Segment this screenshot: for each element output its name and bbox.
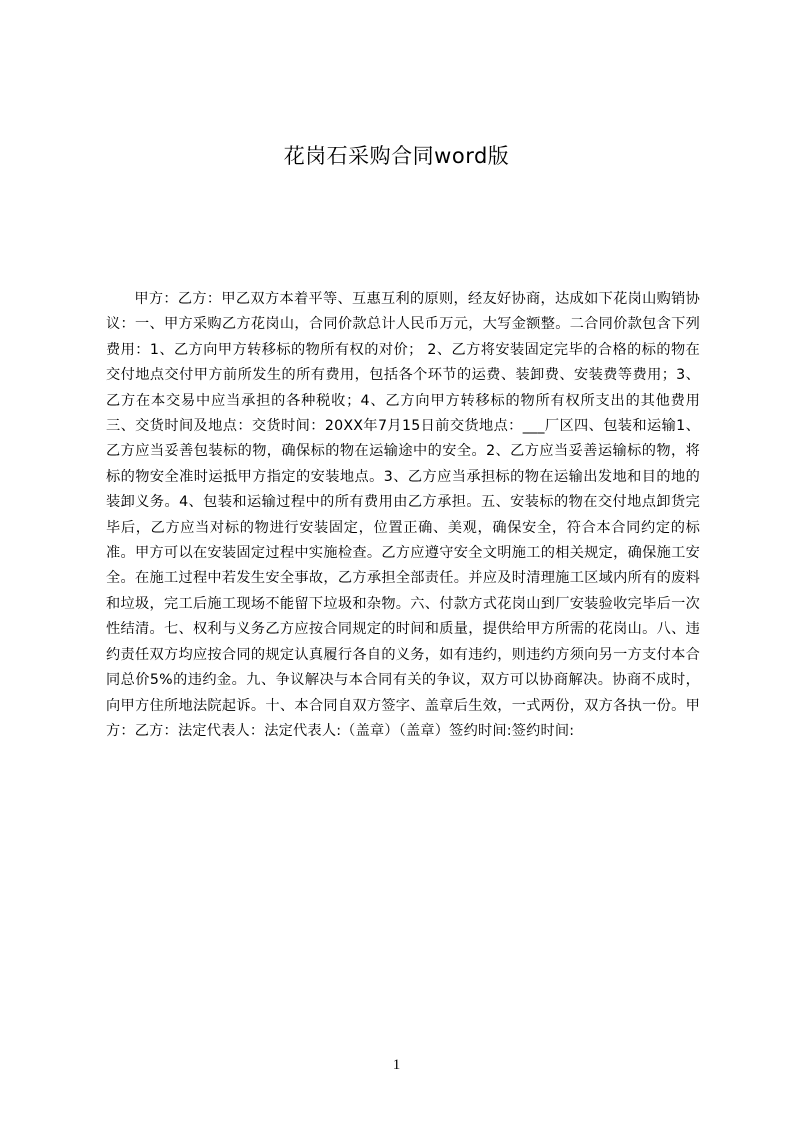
contract-body-text: 甲方：乙方：甲乙双方本着平等、互惠互利的原则，经友好协商，达成如下花岗山购销协议：一、甲方采购乙方花岗山，合同价款总计人民币万元，大写金额整。二合同价款包含下列费用：1、乙方向甲方转移标的物所有权的对价； 2、乙方将安装固定完毕的合格的标的物在交付地点交付甲方前所发生的所有费用，包括各个环节的运费、装卸费、安装费等费用；3、乙方在本交易中应当承担的各种税收；4、乙方向甲方转移标的物所有权所支出的其他费用三、交货时间及地点：交货时间：20XX年7月15日前交货地点：___厂区四、包装和运输1、乙方应当妥善包装标的物，确保标的物在运输途中的安全。2、乙方应当妥善运输标的物，将标的物安全准时运抵甲方指定的安装地点。3、乙方应当承担标的物在运输出发地和目的地的装卸义务。4、包装和运输过程中的所有费用由乙方承担。五、安装标的物在交付地点卸货完毕后，乙方应当对标的物进行安装固定，位置正确、美观，确保安全，符合本合同约定的标准。甲方可以在安装固定过程中实施检查。乙方应遵守安全文明施工的相关规定，确保施工安全。在施工过程中若发生安全事故，乙方承担全部责任。并应及时清理施工区域内所有的废料和垃圾，完工后施工现场不能留下垃圾和杂物。六、付款方式花岗山到厂安装验收完毕后一次性结清。七、权利与义务乙方应按合同规定的时间和质量，提供给甲方所需的花岗山。八、违约责任双方均应按合同的规定认真履行各自的义务，如有违约，则违约方须向另一方支付本合同总价5%的违约金。九、争议解决与本合同有关的争议，双方可以协商解决。协商不成时，向甲方住所地法院起诉。十、本合同自双方签字、盖章后生效，一式两份，双方各执一份。甲方：乙方：法定代表人：法定代表人:（盖章）（盖章）签约时间:签约时间: [106, 291, 700, 739]
page-number: 1 [392, 1057, 401, 1073]
document-title: 花岗石采购合同word版 [283, 144, 510, 168]
